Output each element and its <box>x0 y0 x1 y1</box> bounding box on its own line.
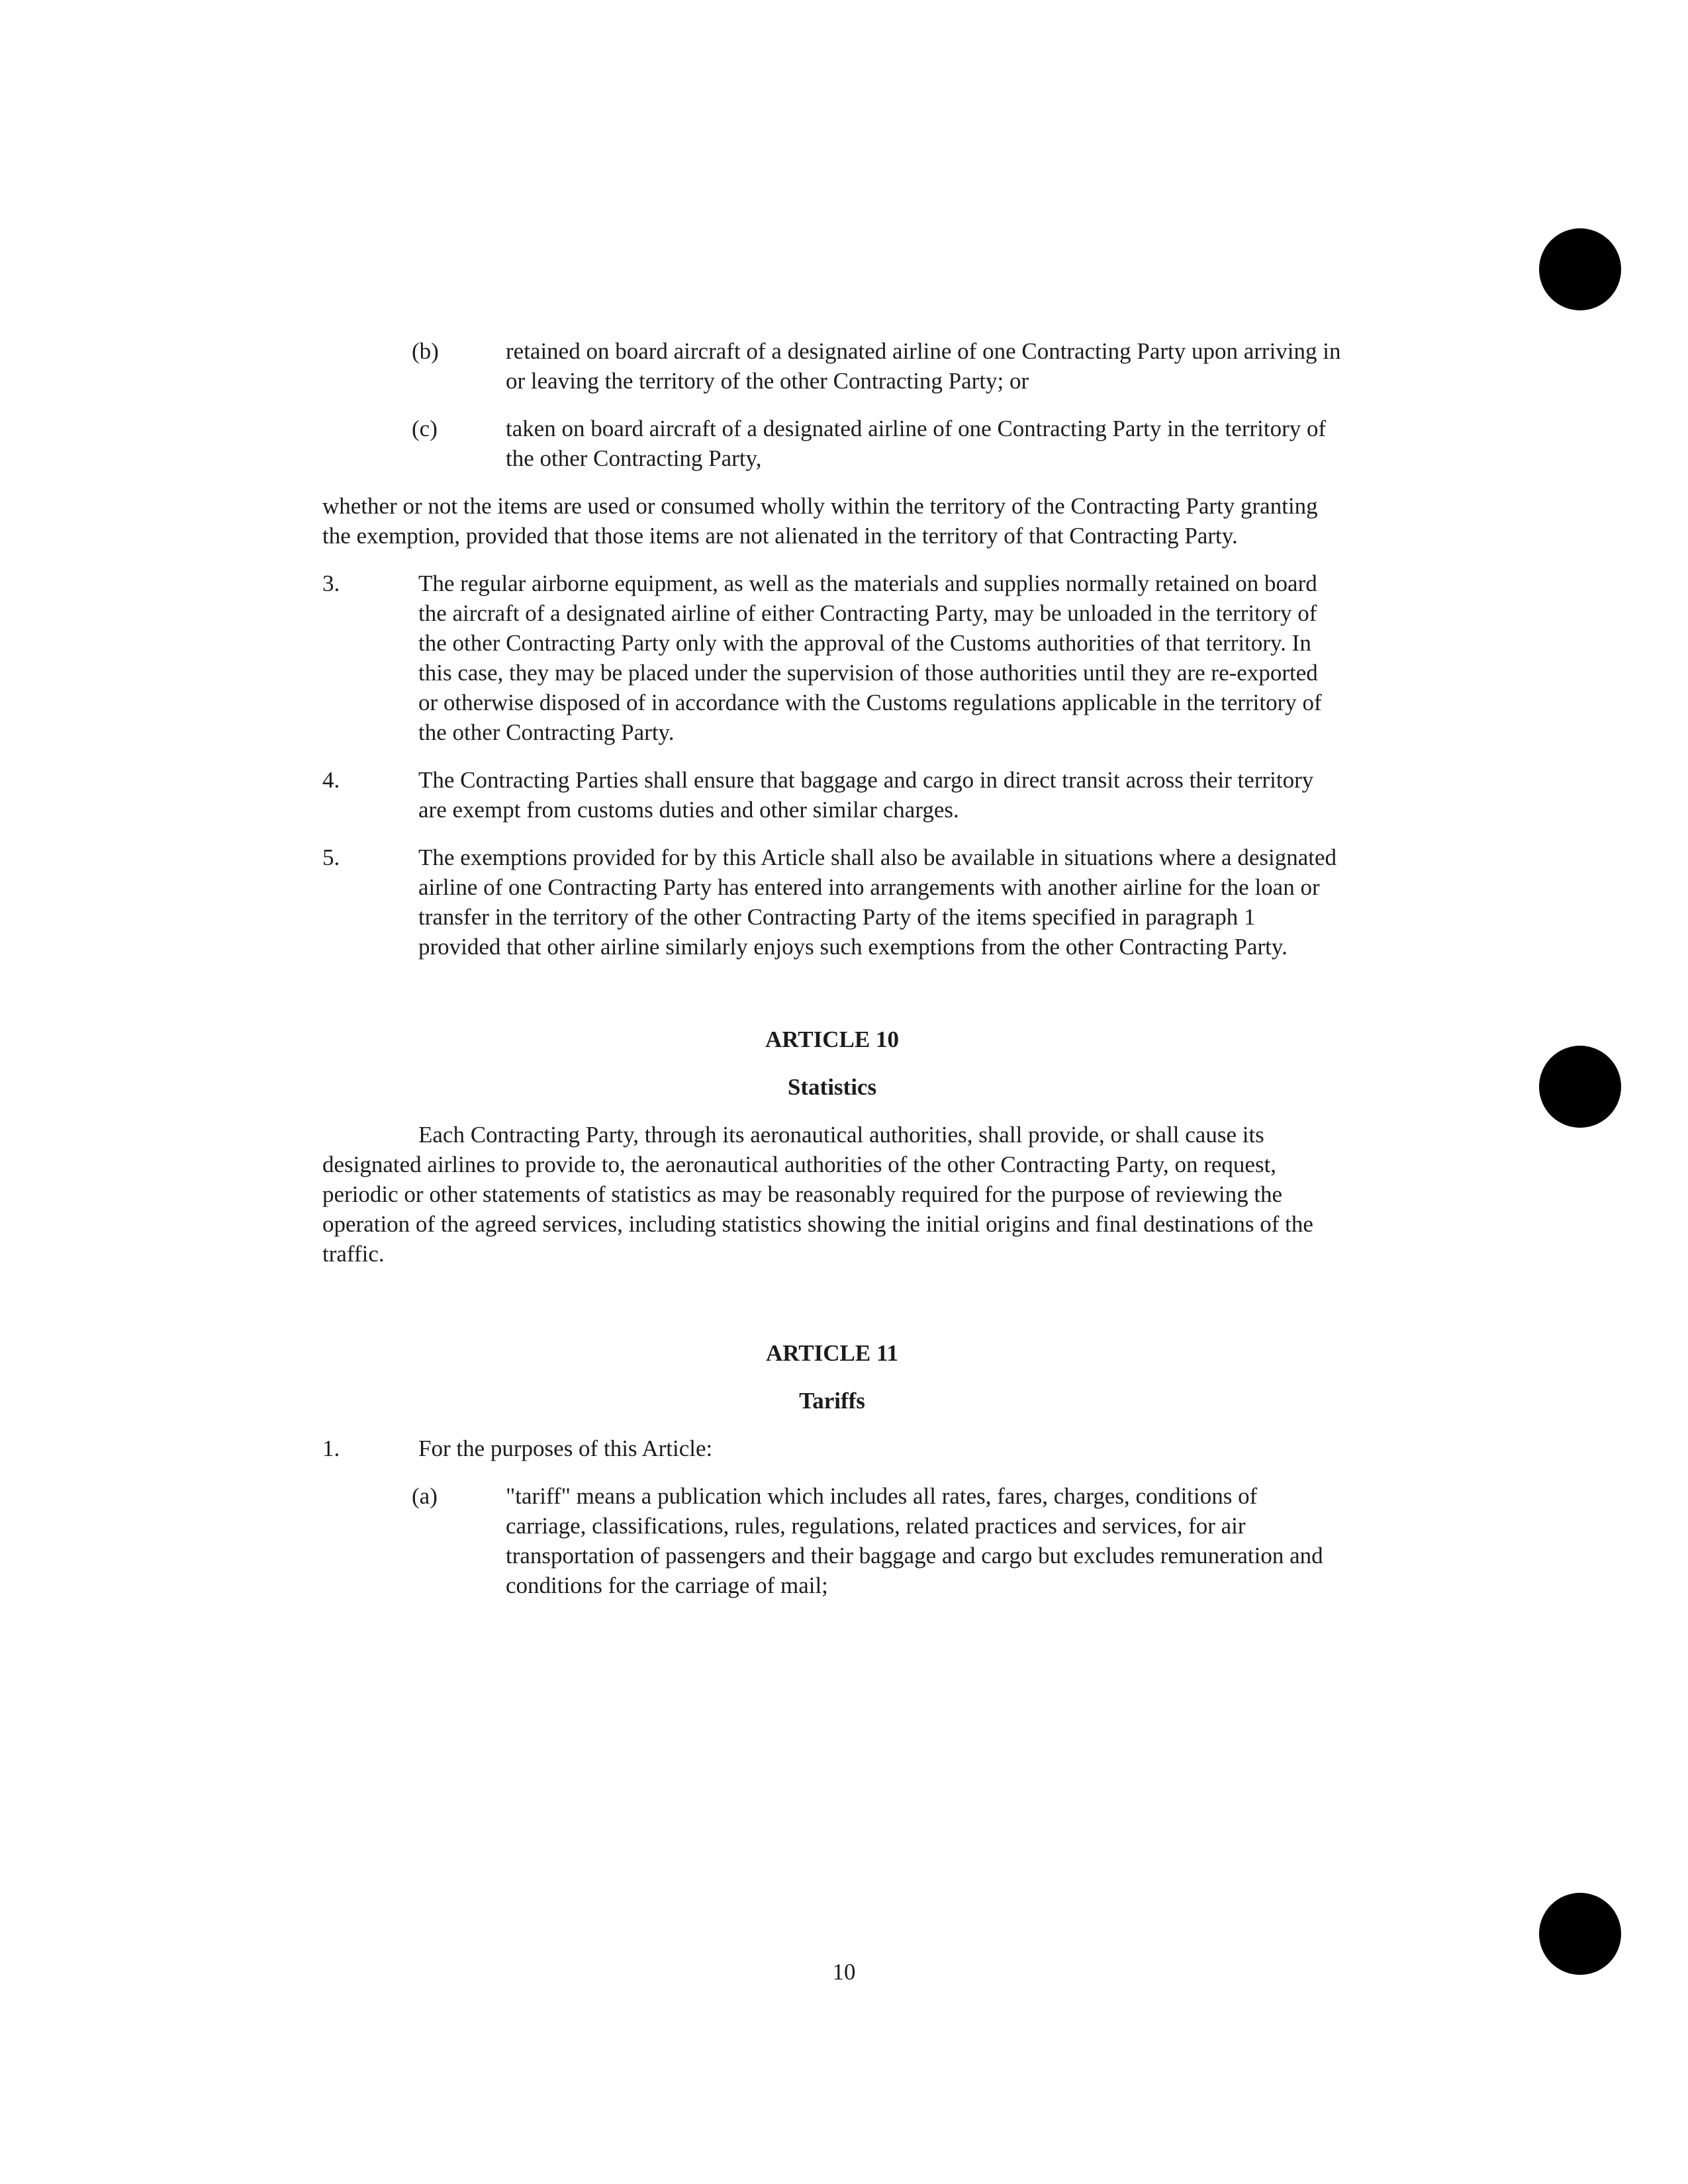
paragraph-5 <box>322 842 1342 962</box>
punch-hole-top <box>1539 228 1621 310</box>
punch-hole-middle <box>1539 1046 1621 1128</box>
paragraph-number: 3. <box>322 570 340 596</box>
paragraph-number: 5. <box>322 844 340 870</box>
page-number: 10 <box>832 1959 856 1985</box>
document-body <box>322 336 1342 1618</box>
list-marker: (a) <box>412 1483 438 1509</box>
article-11-title: Tariffs <box>799 1388 865 1414</box>
paragraph-number: 1. <box>322 1435 340 1461</box>
article-11-item-1 <box>322 1433 1342 1463</box>
paragraph-text: For the purposes of this Article: <box>418 1435 713 1461</box>
article-10-heading: ARTICLE 10 <box>765 1026 899 1052</box>
paragraph-text: The regular airborne equipment, as well as the materials and supplies normally retained on board the aircraft of a designated airline of either Contracting Party, may be unloaded in the territory of the other Contracting Party only with the approval of the Customs authorities of that territory. In this case, they may be placed under the supervision of those authorities until they are re-exported or otherwise disposed of in accordance with the Customs regulations applicable in the territory of the other Contracting Party. <box>418 570 1322 745</box>
paragraph-4 <box>322 765 1342 825</box>
list-marker: (b) <box>412 338 439 364</box>
list-item-text: "tariff" means a publication which includes all rates, fares, charges, conditions of carriage, classifications, rules, regulations, related practices and services, for air transportation of passengers and their baggage and cargo but excludes remuneration and conditions for the carriage of mail; <box>506 1483 1323 1598</box>
list-item-text: retained on board aircraft of a designated airline of one Contracting Party upon arriving in or leaving the territory of the other Contracting Party; or <box>506 338 1341 394</box>
list-item-c <box>322 414 1342 473</box>
list-item-text: taken on board aircraft of a designated airline of one Contracting Party in the territory of the other Contracting Party, <box>506 416 1327 471</box>
paragraph-3 <box>322 569 1342 747</box>
list-marker: (c) <box>412 416 438 441</box>
article-11-heading: ARTICLE 11 <box>765 1340 899 1366</box>
paragraph-text: The Contracting Parties shall ensure that baggage and cargo in direct transit across their territory are exempt from customs duties and other similar charges. <box>418 767 1314 823</box>
article-10-text: Each Contracting Party, through its aeronautical authorities, shall provide, or shall cause its designated airlines to provide to, the aeronautical authorities of the other Contracting Party, on request, periodic or other statements of statistics as may be reasonably required for the purpose of reviewing the operation of the agreed services, including statistics showing the initial origins and final destinations of the traffic. <box>322 1122 1313 1267</box>
paragraph-whether: whether or not the items are used or consumed wholly within the territory of the Contracting Party granting the exemption, provided that those items are not alienated in the territory of that Contracting Party. <box>322 493 1318 549</box>
paragraph-text: The exemptions provided for by this Article shall also be available in situations where a designated airline of one Contracting Party has entered into arrangements with another airline for the loan or transfer in the territory of the other Contracting Party of the items specified in paragraph 1 provided that other airline similarly enjoys such exemptions from the other Contracting Party. <box>418 844 1336 960</box>
article-10-title: Statistics <box>787 1074 877 1100</box>
paragraph-number: 4. <box>322 767 340 793</box>
article-11-item-a <box>322 1481 1342 1600</box>
list-item-b <box>322 336 1342 396</box>
